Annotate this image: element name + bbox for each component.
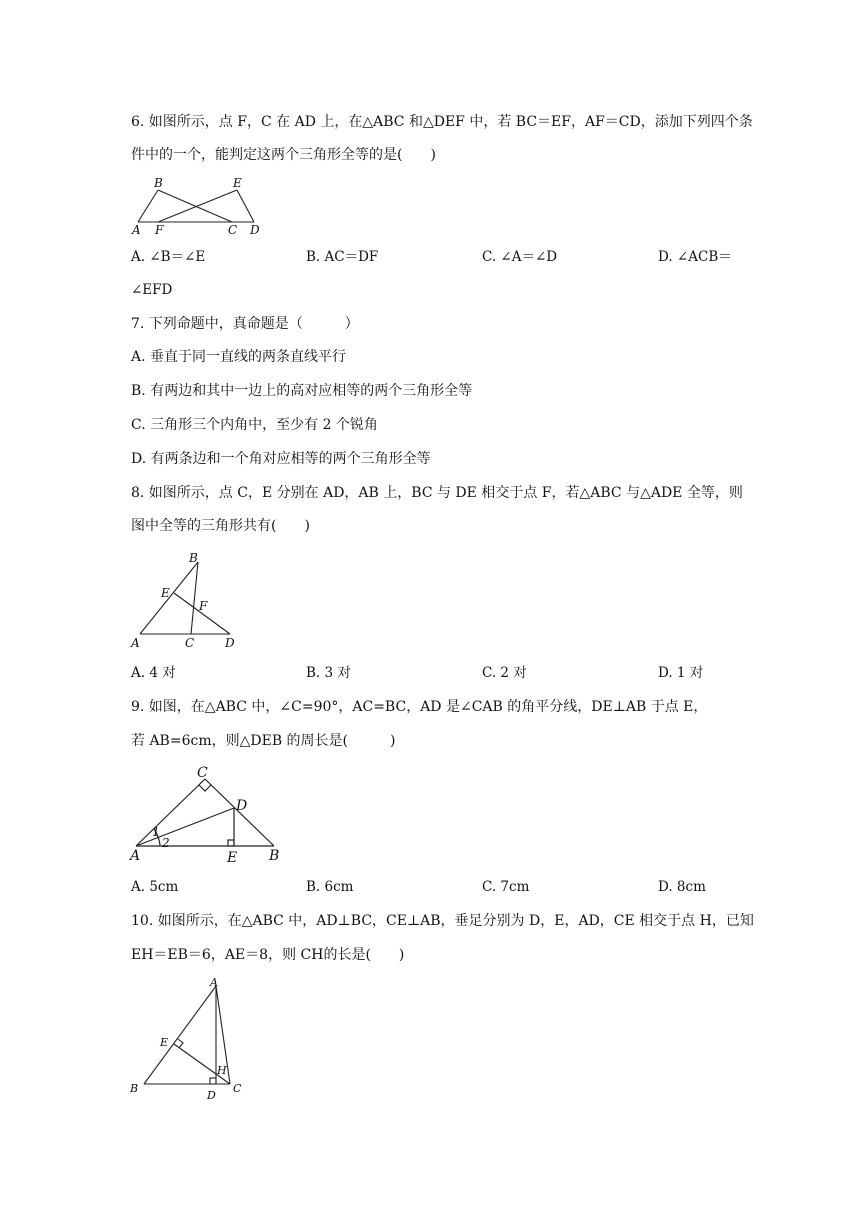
q8-stem-line1: 8. 如图所示，点 C，E 分别在 AD，AB 上，BC 与 DE 相交于点 F，若△ABC 与△ADE 全等，则 (131, 485, 743, 501)
q8-option-d: D. 1 对 (658, 665, 704, 681)
q9-stem-line1: 9. 如图，在△ABC 中，∠C=90°，AC=BC，AD 是∠CAB 的角平分线，DE⊥AB 于点 E， (131, 699, 708, 715)
q9-label-A: A (130, 848, 141, 864)
q9-label-E: E (227, 850, 238, 866)
q8-label-C: C (185, 636, 195, 650)
q10-label-H: H (217, 1064, 227, 1077)
q8-label-F: F (199, 599, 208, 613)
q9-figure (128, 762, 286, 866)
q10-stem-line1: 10. 如图所示，在△ABC 中，AD⊥BC，CE⊥AB，垂足分别为 D，E，AD，CE 相交于点 H，已知 (131, 913, 754, 929)
q8-option-c: C. 2 对 (482, 665, 527, 681)
q6-label-E: E (233, 176, 242, 190)
q10-label-D: D (207, 1089, 216, 1102)
q8-stem-line2: 图中全等的三角形共有( ) (131, 518, 310, 534)
q6-label-B: B (154, 176, 163, 190)
q6-option-d-cont: ∠EFD (131, 282, 173, 298)
q6-label-D: D (250, 223, 260, 237)
q9-stem-line2: 若 AB=6cm，则△DEB 的周长是( ) (131, 733, 396, 749)
q10-label-C: C (233, 1082, 242, 1095)
q7-option-d: D. 有两条边和一个角对应相等的两个三角形全等 (131, 451, 431, 467)
q8-label-D: D (225, 636, 235, 650)
q10-label-E: E (160, 1036, 169, 1049)
q8-option-b: B. 3 对 (306, 665, 351, 681)
q6-label-C: C (228, 223, 238, 237)
q7-option-c: C. 三角形三个内角中，至少有 2 个锐角 (131, 417, 378, 433)
q9-label-angle1: 1 (152, 825, 160, 839)
q6-label-A: A (132, 223, 141, 237)
q6-option-a: A. ∠B＝∠E (131, 249, 206, 265)
q10-label-A: A (210, 976, 218, 989)
q8-label-A: A (131, 636, 140, 650)
q10-stem-line2: EH＝EB＝6，AE＝8，则 CH的长是( ) (131, 947, 405, 963)
q10-figure (126, 972, 254, 1106)
q8-label-E: E (161, 586, 170, 600)
q6-stem-line1: 6. 如图所示，点 F，C 在 AD 上，在△ABC 和△DEF 中，若 BC＝EF，AF＝CD，添加下列四个条 (131, 114, 753, 130)
q7-option-a: A. 垂直于同一直线的两条直线平行 (131, 349, 347, 365)
q6-option-c: C. ∠A＝∠D (482, 249, 558, 265)
q9-label-B: B (269, 848, 280, 864)
q9-option-c: C. 7cm (482, 879, 530, 895)
q6-figure (128, 172, 268, 238)
q9-label-angle2: 2 (162, 836, 170, 850)
q6-stem-line2: 件中的一个，能判定这两个三角形全等的是( ) (131, 147, 436, 163)
q7-option-b: B. 有两边和其中一边上的高对应相等的两个三角形全等 (131, 383, 473, 399)
q10-label-B: B (130, 1082, 139, 1095)
q9-option-a: A. 5cm (131, 879, 179, 895)
q8-option-a: A. 4 对 (131, 665, 176, 681)
q8-label-B: B (189, 551, 198, 565)
q9-label-C: C (197, 765, 208, 781)
q9-option-d: D. 8cm (658, 879, 706, 895)
q7-stem: 7. 下列命题中，真命题是（ ） (131, 316, 359, 332)
q6-option-b: B. AC＝DF (306, 249, 379, 265)
q9-label-D: D (236, 798, 248, 814)
q8-figure (128, 548, 248, 652)
q6-label-F: F (155, 223, 164, 237)
q9-option-b: B. 6cm (306, 879, 354, 895)
q6-option-d: D. ∠ACB＝ (658, 249, 732, 265)
